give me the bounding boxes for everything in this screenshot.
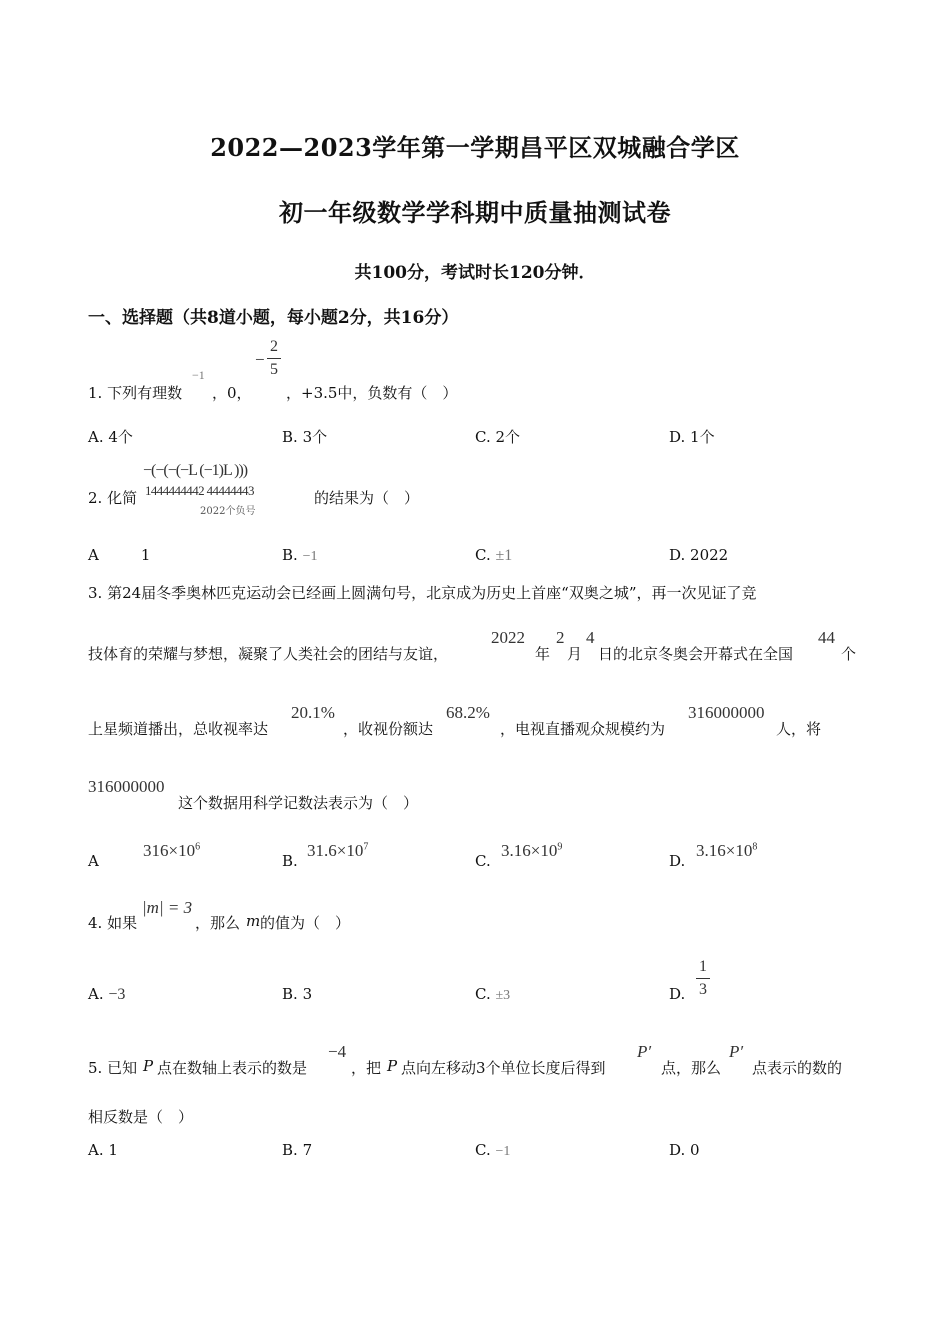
q5-line2: 相反数是（ ）: [88, 1108, 194, 1126]
q4-option-d-label: D.: [669, 985, 686, 1003]
q4-option-d-den: 3: [699, 981, 707, 998]
q3-option-a-value: $316\times 10^6$: [143, 841, 201, 860]
q5-point-p2: P: [387, 1057, 398, 1075]
q5-option-a[interactable]: A. 1: [88, 1141, 118, 1159]
q3-share: 68.2%: [446, 703, 490, 722]
q3-option-c-value: $3.16\times 10^9$: [501, 841, 563, 860]
q5-text-1: 点在数轴上表示的数是: [157, 1059, 308, 1077]
q3-line2-b: 日的北京冬奥会开幕式在全国: [598, 645, 794, 663]
q3-year: 2022: [491, 628, 525, 647]
q3-audience: 316000000: [688, 703, 765, 722]
q2-option-c[interactable]: C. ±1: [475, 546, 513, 564]
q3-line3-a: 上星频道播出，总收视率达: [88, 720, 269, 738]
q3-line4: 这个数据用科学记数法表示为（ ）: [178, 794, 419, 812]
q4-suffix-b: 的值为（ ）: [260, 914, 351, 932]
q1-suffix: ，+3.5中，负数有（ ）: [286, 384, 458, 402]
q4-option-d-fraction: [696, 958, 710, 999]
q2-expression-brace: 1444444442 44444443: [145, 483, 254, 498]
exam-subtitle: 共100分，考试时长120分钟．: [354, 263, 596, 283]
q4-prefix: 4. 如果: [88, 914, 138, 932]
q3-month: 2: [556, 628, 565, 647]
q3-line3-c: ，电视直播观众规模约为: [500, 720, 666, 738]
q3-option-d-value: $3.16\times 10^8$: [696, 841, 758, 860]
q3-line3-b: ，收视份额达: [343, 720, 434, 738]
q1-prefix: 1. 下列有理数: [88, 384, 183, 402]
q1-neg-one: −1: [192, 368, 205, 382]
q3-line2-a: 技体育的荣耀与梦想，凝聚了人类社会的团结与友谊，: [88, 645, 449, 663]
q3-line1: 3. 第24届冬季奥林匹克运动会已经画上圆满句号，北京成为历史上首座“双奥之城”，再一次见证了竞: [88, 584, 757, 602]
q4-variable: m: [246, 912, 261, 930]
section-heading: 一、选择题（共8道小题，每小题2分，共16分）: [88, 308, 459, 328]
q2-prefix: 2. 化简: [88, 489, 138, 507]
q5-option-b[interactable]: B. 7: [282, 1141, 313, 1159]
q5-option-d[interactable]: D. 0: [669, 1141, 700, 1159]
q1-option-c[interactable]: C. 2个: [475, 428, 521, 446]
q2-expression-top: −(−(−(−L (−1)L ))): [143, 462, 248, 479]
q1-frac-den: 5: [270, 361, 278, 378]
q3-option-b-value: $31.6\times 10^7$: [307, 841, 369, 860]
q4-option-d-num: 1: [699, 958, 707, 975]
q5-text-2: ，把: [351, 1059, 382, 1077]
q4-expression: |m| = 3: [142, 898, 193, 917]
q3-text-month: 月: [567, 645, 583, 663]
q5-point-pprime2: P′: [729, 1042, 744, 1061]
q1-sep: ，0，: [212, 384, 252, 402]
q1-fraction: [267, 338, 281, 379]
q3-text-ge: 个: [841, 645, 857, 663]
q2-option-b[interactable]: B. −1: [282, 546, 318, 564]
q3-option-c-label: C.: [475, 852, 491, 870]
q1-option-d[interactable]: D. 1个: [669, 428, 715, 446]
q1-option-a[interactable]: A. 4个: [88, 428, 133, 446]
q5-option-c[interactable]: C. −1: [475, 1141, 511, 1159]
q4-option-a[interactable]: A. −3: [88, 985, 126, 1003]
q2-expression-under: 2022个负号: [200, 506, 256, 517]
q1-frac-sign: −: [255, 350, 265, 369]
q1-option-b[interactable]: B. 3个: [282, 428, 328, 446]
q5-text-3: 点向左移动3个单位长度后得到: [401, 1059, 606, 1077]
q4-option-c[interactable]: C. ±3: [475, 985, 511, 1003]
q3-option-b-label: B.: [282, 852, 298, 870]
q5-text-5: 点表示的数的: [752, 1059, 843, 1077]
q5-text-4: 点，那么: [661, 1059, 722, 1077]
q3-number: 316000000: [88, 777, 165, 796]
q5-prefix: 5. 已知: [88, 1059, 138, 1077]
q5-point-p: P: [143, 1057, 154, 1075]
q3-option-d-label: D.: [669, 852, 686, 870]
q3-channels: 44: [818, 628, 835, 647]
exam-title-line1: 2022—2023学年第一学期昌平区双城融合学区: [210, 133, 740, 162]
q5-value: −4: [328, 1042, 347, 1061]
q3-rating: 20.1%: [291, 703, 335, 722]
q5-point-pprime: P′: [637, 1042, 652, 1061]
q3-line3-d: 人，将: [776, 720, 822, 738]
q2-option-d[interactable]: D. 2022: [669, 546, 729, 564]
q2-suffix: 的结果为（ ）: [314, 489, 420, 507]
q4-option-b[interactable]: B. 3: [282, 985, 313, 1003]
q4-suffix-a: ，那么: [195, 914, 241, 932]
q3-text-year: 年: [535, 645, 551, 663]
q1-frac-num: 2: [270, 338, 278, 355]
q2-option-a[interactable]: A 1: [88, 546, 151, 564]
q3-option-a-label: A: [88, 852, 99, 870]
q3-day: 4: [586, 628, 595, 647]
exam-title-line2: 初一年级数学学科期中质量抽测试卷: [279, 198, 671, 227]
